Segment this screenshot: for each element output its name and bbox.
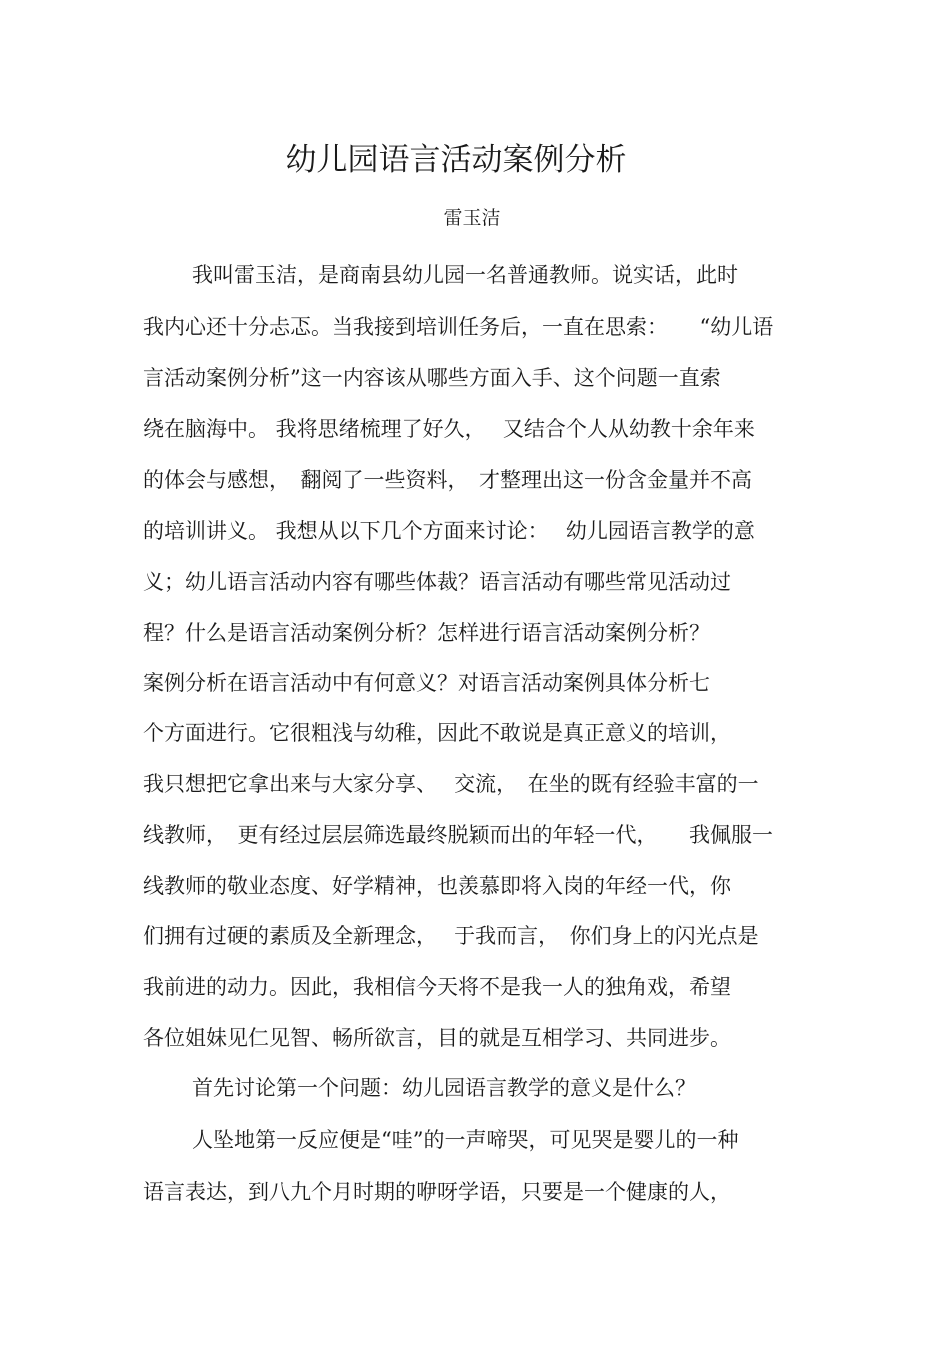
paragraph-line: 案例分析在语言活动中有何意义？对语言活动案例具体分析七 xyxy=(143,671,710,695)
paragraph-line: 们拥有过硬的素质及全新理念， 于我而言， 你们身上的闪光点是 xyxy=(143,924,759,948)
document-title: 幼儿园语言活动案例分析 xyxy=(285,142,627,178)
paragraph-line: 我只想把它拿出来与大家分享、 交流， 在坐的既有经验丰富的一 xyxy=(143,772,759,796)
paragraph-line: 线教师的敬业态度、好学精神，也羡慕即将入岗的年经一代，你 xyxy=(143,874,731,898)
paragraph-line: 语言表达，到八九个月时期的咿呀学语，只要是一个健康的人， xyxy=(143,1180,731,1204)
paragraph-line: 各位姐妹见仁见智、畅所欲言，目的就是互相学习、共同进步。 xyxy=(143,1026,731,1050)
paragraph-line: 线教师， 更有经过层层筛选最终脱颖而出的年轻一代， 我佩服一 xyxy=(143,823,773,847)
paragraph-line: 绕在脑海中。 我将思绪梳理了好久， 又结合个人从幼教十余年来 xyxy=(143,417,755,441)
paragraph-line: 言活动案例分析”这一内容该从哪些方面入手、这个问题一直索 xyxy=(143,366,721,390)
paragraph-line: 的体会与感想， 翻阅了一些资料， 才整理出这一份含金量并不高 xyxy=(143,468,752,492)
paragraph-line: 个方面进行。它很粗浅与幼稚，因此不敢说是真正意义的培训， xyxy=(143,721,731,745)
paragraph-line: 人坠地第一反应便是“哇”的一声啼哭，可见哭是婴儿的一种 xyxy=(192,1128,739,1152)
paragraph-line: 程？什么是语言活动案例分析？怎样进行语言活动案例分析？ xyxy=(143,621,710,645)
paragraph-line: 义；幼儿语言活动内容有哪些体裁？语言活动有哪些常见活动过 xyxy=(143,570,731,594)
document-author: 雷玉洁 xyxy=(443,207,501,229)
paragraph-line: 我内心还十分忐忑。当我接到培训任务后，一直在思索： “幼儿语 xyxy=(143,315,774,339)
paragraph-line: 的培训讲义。 我想从以下几个方面来讨论： 幼儿园语言教学的意 xyxy=(143,519,755,543)
paragraph-line: 我前进的动力。因此，我相信今天将不是我一人的独角戏，希望 xyxy=(143,975,731,999)
paragraph-line: 首先讨论第一个问题：幼儿园语言教学的意义是什么？ xyxy=(192,1076,696,1100)
paragraph-line: 我叫雷玉洁，是商南县幼儿园一名普通教师。说实话，此时 xyxy=(192,263,738,287)
